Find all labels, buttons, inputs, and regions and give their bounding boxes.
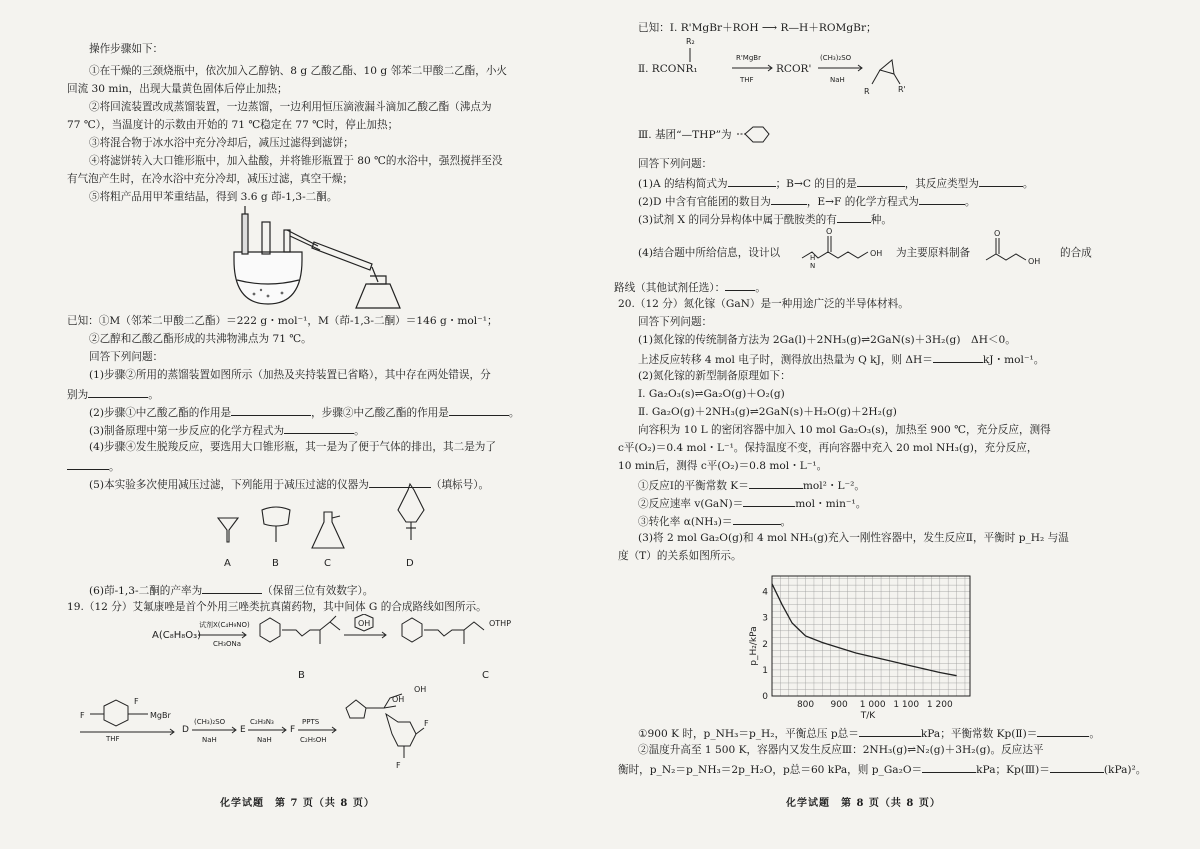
known-ii-r2: R₂ (686, 37, 695, 46)
q2a-left: (2)步骤①中乙酸乙酯的作用是 (89, 407, 232, 419)
answer-blank[interactable] (979, 175, 1023, 187)
q4a-right: (4)结合题中所给信息，设计以 (638, 247, 781, 259)
amide-starting-structure (796, 224, 892, 270)
q2-left-row: (2)步骤①中乙酸乙酯的作用是 ，步骤②中乙酸乙酯的作用是 。 (89, 404, 519, 420)
synthesis-route-figure (74, 614, 564, 784)
funnel-icon (218, 518, 238, 542)
ketone-target-structure (982, 226, 1054, 268)
b1a: ①900 K 时，p_NH₃＝p_H₂，平衡总压 p总＝ (638, 728, 859, 740)
opt-label-c: C (324, 558, 331, 569)
answer-blank[interactable] (933, 351, 983, 363)
reagent-f-bottom: C₂H₅OH (300, 736, 327, 744)
footer-right: 化学试题 第 8 页（共 8 页） (786, 798, 941, 809)
known-i: 已知：Ⅰ. R'MgBr＋ROH ⟶ R—H＋ROMgBr； (638, 22, 877, 34)
grignard-f1: F (134, 697, 139, 706)
epoxide-rp: R' (898, 85, 906, 94)
s2a: ②反应速率 v(GaN)＝ (638, 498, 744, 510)
compound-c: C (482, 670, 489, 681)
steps-header: 操作步骤如下： (89, 43, 164, 55)
reagent-ch3ona: CH₃ONa (213, 640, 241, 648)
answer-blank[interactable] (88, 386, 148, 398)
q20-title: 20.（12 分）氮化镓（GaN）是一种用途广泛的半导体材料。 (618, 298, 909, 310)
answer-blank[interactable] (67, 458, 109, 470)
q1-right-row: (1)A 的结构简式为 ；B→C 的目的是 ，其反应类型为 。 (638, 175, 1033, 191)
known-ii-reagent2-bottom: NaH (830, 76, 845, 84)
reagent-d-bottom: NaH (202, 736, 217, 744)
b2c: kPa；Kp(Ⅲ)＝ (976, 764, 1050, 776)
answer-blank[interactable] (728, 175, 776, 187)
x-tick-label: 900 (830, 700, 848, 710)
q2b-left: ，步骤②中乙酸乙酯的作用是 (311, 407, 449, 419)
p1c: kJ・mol⁻¹。 (982, 354, 1045, 366)
answer-blank[interactable] (725, 279, 755, 291)
b1-row: ①900 K 时，p_NH₃＝p_H₂，平衡总压 p总＝ kPa；平衡常数 Kp(Ⅱ)＝ 。 (638, 725, 1100, 741)
answer-header-left: 回答下列问题： (89, 351, 164, 363)
y-tick-label: 2 (762, 639, 768, 650)
b2a: ②温度升高至 1 500 K，容器内又发生反应Ⅲ：2NH₃(g)⇌N₂(g)＋3H₂(g)。反应达平 (638, 744, 1044, 756)
epoxide-r: R (864, 87, 870, 96)
svg-text:OH: OH (1028, 257, 1041, 266)
q4d-right: 路线（其他试剂任选）： (614, 282, 726, 294)
step-1a: ①在干燥的三颈烧瓶中，依次加入乙醇钠、8 g 乙酸乙酯、10 g 邻苯二甲酸二乙酯，小火 (89, 65, 508, 77)
svg-text:H: H (810, 254, 816, 262)
step-1b: 回流 30 min，出现大量黄色固体后停止加热； (67, 83, 288, 95)
oh-b: OH (358, 619, 371, 628)
othp-c: OTHP (489, 619, 512, 628)
s1b: mol²・L⁻²。 (802, 480, 865, 492)
q4d-right-row: 路线（其他试剂任选）： 。 (614, 279, 766, 295)
filtration-instruments-figure (204, 482, 434, 570)
known-ii-reagent1-top: R'MgBr (736, 54, 761, 62)
known-1: 已知：①M（邻苯二甲酸二乙酯）＝222 g・mol⁻¹，M（茚-1,3-二酮）＝146 g・mol⁻¹； (67, 315, 498, 327)
chart-ticks (762, 588, 953, 710)
answer-blank[interactable] (749, 477, 803, 489)
reaction-ii: Ⅱ. Ga₂O(g)＋2NH₃(g)⇌2GaN(s)＋H₂O(g)＋2H₂(g) (638, 406, 897, 418)
chart-xlabel: T/K (860, 711, 876, 720)
grignard-mgbr: MgBr (150, 711, 171, 720)
y-tick-label: 1 (762, 665, 768, 676)
answer-blank[interactable] (859, 725, 921, 737)
reagent-f-top: PPTS (302, 718, 320, 726)
opt-label-d: D (406, 558, 414, 569)
right-page (614, 0, 1182, 849)
step-2a: ②将回流装置改成蒸馏装置，一边蒸馏，一边利用恒压滴液漏斗滴加乙酸乙酯（沸点为 (89, 101, 492, 113)
answer-blank[interactable] (922, 761, 976, 773)
opt-label-b: B (272, 558, 279, 569)
x-tick-label: 1 100 (893, 700, 920, 710)
chart-ylabel: p_H₂/kPa (749, 626, 759, 666)
q6-left-row (89, 582, 373, 598)
buchner-funnel-icon (262, 507, 290, 526)
svg-text:N: N (810, 262, 816, 270)
s2-row (638, 495, 866, 511)
known-ii-reagent1-bottom: THF (740, 76, 754, 84)
q3-left-row: (3)制备原理中第一步反应的化学方程式为 。 (89, 422, 365, 438)
x-tick-label: 1 000 (859, 700, 886, 710)
s1-row (638, 477, 865, 493)
known-ii-start: Ⅱ. RCONR₁ (638, 63, 698, 75)
reagent-e-top: C₂H₃N₃ (250, 718, 274, 726)
g-f2: F (396, 761, 401, 770)
p1: (1)氮化镓的传统制备方法为 2Ga(l)＋2NH₃(g)⇌2GaN(s)＋3H₂(g) ΔH＜0。 (638, 334, 1016, 346)
chart-axes (772, 576, 970, 696)
s2b: mol・min⁻¹。 (795, 498, 867, 510)
s3-row: ③转化率 α(NH₃)＝ 。 (638, 513, 791, 529)
suction-flask-icon (312, 512, 344, 548)
y-tick-label: 3 (762, 613, 768, 624)
reagent-d-top: (CH₃)₂SO (194, 718, 226, 726)
s1a: ①反应Ⅰ的平衡常数 K＝ (638, 480, 749, 492)
text-1: 向容积为 10 L 的密闭容器中加入 10 mol Ga₂O₃(s)，加热至 900 ℃，充分反应，测得 (638, 424, 1051, 436)
q1b-right: ；B→C 的目的是 (775, 178, 857, 190)
opt-label-a: A (224, 558, 231, 569)
known-iii: Ⅲ. 基团“—THP”为 (638, 129, 732, 141)
p2: (2)氮化镓的新型制备原理如下： (638, 370, 791, 382)
y-tick-label: 4 (762, 587, 768, 598)
q1a-left: (1)步骤②所用的蒸馏装置如图所示（加热及夹持装置已省略），其中存在两处错误，分 (89, 369, 491, 381)
q2b-right: ，E→F 的化学方程式为 (806, 196, 919, 208)
b2-row (618, 761, 1146, 777)
q19-title: 19.（12 分）艾氟康唑是首个外用三唑类抗真菌药物，其中间体 G 的合成路线如图所示。 (67, 601, 487, 613)
q5a-left: (5)本实验多次使用减压过滤，下列能用于减压过滤的仪器为 (89, 479, 369, 491)
y-tick-label: 0 (762, 692, 768, 702)
q2-right-row: (2)D 中含有官能团的数目为 ，E→F 的化学方程式为 。 (638, 193, 975, 209)
answer-blank[interactable] (837, 211, 871, 223)
text-3: 10 min后，测得 c平(O₂)＝0.8 mol・L⁻¹。 (618, 460, 828, 472)
b2d: (kPa)²。 (1103, 764, 1147, 776)
p1b-row (638, 351, 1044, 367)
footer-left: 化学试题 第 7 页（共 8 页） (220, 798, 375, 809)
s3a: ③转化率 α(NH₃)＝ (638, 516, 733, 528)
text-2: c平(O₂)＝0.4 mol・L⁻¹。保持温度不变，再向容器中充入 20 mol NH₃(g)，充分反应， (618, 442, 1038, 454)
compound-e: E (240, 725, 246, 735)
separatory-funnel-icon (398, 484, 424, 522)
chart-grid (772, 576, 970, 696)
reagent-thf: THF (106, 735, 120, 743)
reagent-e-bottom: NaH (257, 736, 272, 744)
compound-a: A(C₈H₈O₃) (152, 630, 202, 641)
reaction-i: Ⅰ. Ga₂O₃(s)⇌Ga₂O(g)＋O₂(g) (638, 388, 785, 400)
answer-blank[interactable] (857, 175, 905, 187)
b2b: 衡时，p_N₂＝p_NH₃＝2p_H₂O，p总＝60 kPa，则 p_Ga₂O＝ (618, 764, 923, 776)
step-5: ⑤将粗产品用甲苯重结晶，得到 3.6 g 茚-1,3-二酮。 (89, 191, 338, 203)
q2a-right: (2)D 中含有官能团的数目为 (638, 196, 771, 208)
p1b: 上述反应转移 4 mol 电子时，测得放出热量为 Q kJ，则 ΔH＝ (638, 354, 933, 366)
answer-blank[interactable] (733, 513, 781, 525)
q3-left: (3)制备原理中第一步反应的化学方程式为 (89, 425, 285, 437)
q4a-left: (4)步骤④发生脱羧反应，要选用大口锥形瓶，其一是为了便于气体的排出，其二是为了 (89, 441, 496, 453)
q1b-left: 别为 (67, 389, 89, 401)
answer-header-right: 回答下列问题： (638, 158, 713, 170)
p3a: (3)将 2 mol Ga₂O(g)和 4 mol NH₃(g)充入一刚性容器中，发生反应Ⅱ，平衡时 p_H₂ 与温 (638, 532, 1069, 544)
answer-header-right2: 回答下列问题： (638, 316, 713, 328)
q4b-left-row: 。 (67, 458, 120, 474)
step-3: ③将混合物于冰水浴中充分冷却后，减压过滤得到滤饼； (89, 137, 354, 149)
q6b-left: （保留三位有效数字）。 (262, 585, 374, 597)
q1c-right: ，其反应类型为 (904, 178, 979, 190)
step-4b: 有气泡产生时，在冷水浴中充分冷却，减压过滤，真空干燥； (67, 173, 354, 185)
b1b: kPa；平衡常数 Kp(Ⅱ)＝ (920, 728, 1038, 740)
compound-d: D (182, 725, 189, 735)
q3a-right: (3)试剂 X 的同分异构体中属于酰胺类的有 (638, 214, 837, 226)
reagent-x: 试剂X(C₄H₉NO) (199, 621, 250, 629)
svg-text:OH: OH (870, 249, 883, 258)
answer-blank[interactable] (771, 193, 807, 205)
known-iii-row (638, 124, 775, 146)
compound-b: B (298, 670, 305, 681)
answer-blank[interactable] (202, 582, 262, 594)
q3b-right: 种。 (870, 214, 892, 226)
answer-blank[interactable] (1037, 725, 1089, 737)
q4b-right: 为主要原料制备 (896, 247, 971, 259)
step-4a: ④将滤饼转入大口锥形瓶中，加入盐酸，并将锥形瓶置于 80 ℃的水浴中，强烈搅拌至没 (89, 155, 503, 167)
svg-text:O: O (826, 227, 833, 236)
q5b-left: （填标号）。 (430, 479, 490, 491)
known-2: ②乙醇和乙酸乙酯形成的共沸物沸点为 71 ℃。 (89, 333, 312, 345)
q1a-right: (1)A 的结构简式为 (638, 178, 728, 190)
answer-blank[interactable] (919, 193, 965, 205)
svg-text:O: O (994, 229, 1001, 238)
distillation-apparatus-figure (214, 200, 404, 312)
ph2-temperature-chart (744, 568, 984, 720)
answer-blank[interactable] (743, 495, 795, 507)
oh-g1: OH (392, 695, 405, 704)
known-ii-reagent2-top: (CH₃)₂SO (820, 54, 852, 62)
answer-blank[interactable] (284, 422, 354, 434)
thp-ring-icon (735, 124, 775, 146)
q4-right-row (638, 246, 780, 260)
oh-g2: OH (414, 685, 427, 694)
answer-blank[interactable] (449, 404, 509, 416)
q6a-left: (6)茚-1,3-二酮的产率为 (89, 585, 203, 597)
left-page (34, 0, 602, 849)
q1b-left-row: 别为 。 (67, 386, 159, 402)
answer-blank[interactable] (231, 404, 311, 416)
compound-f: F (290, 725, 296, 735)
p3b: 度（T）的关系如图所示。 (618, 550, 742, 562)
x-tick-label: 800 (796, 700, 815, 710)
q4c-right: 的合成 (1060, 247, 1092, 259)
grignard-f2: F (80, 711, 85, 720)
step-2b: 77 ℃），当温度计的示数由开始的 71 ℃稳定在 77 ℃时，停止加热； (67, 119, 399, 131)
g-f1: F (424, 719, 429, 728)
x-tick-label: 1 200 (926, 700, 953, 710)
known-ii-mid: RCOR' (776, 63, 812, 75)
known-ii-scheme (632, 36, 922, 110)
plot-frame (772, 576, 970, 696)
answer-blank[interactable] (1050, 761, 1104, 773)
